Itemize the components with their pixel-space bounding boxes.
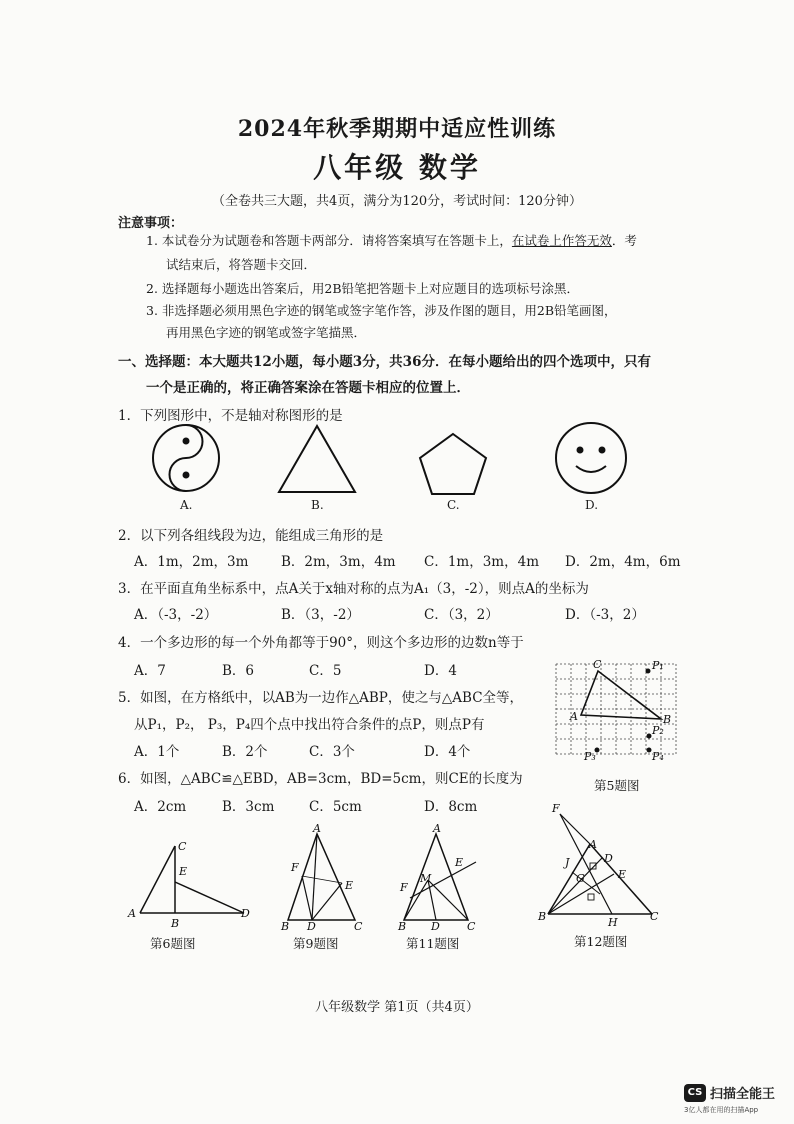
camscanner-tagline: 3亿人都在用的扫描App <box>684 1106 759 1114</box>
question-1-figures <box>140 420 660 500</box>
q5-option-b: B．2个 <box>222 744 268 760</box>
fig6-label-e: E <box>179 865 188 878</box>
q6-option-d: D．8cm <box>424 799 478 815</box>
q2-option-c: C．1m，3m，4m <box>424 554 540 570</box>
fig12-label-g: G <box>576 872 585 885</box>
q1-label-b: B. <box>311 498 324 512</box>
fig9-label-f: F <box>291 861 299 874</box>
q3-option-d: D．（-3，2） <box>565 607 645 623</box>
camscanner-logo-icon: CS <box>684 1084 706 1102</box>
section-1-heading: 一、选择题：本大题共12小题，每小题3分，共36分．在每小题给出的四个选项中，只有 <box>118 354 651 370</box>
figure-5-grid <box>552 660 678 766</box>
q2-option-a: A．1m，2m，3m <box>134 554 249 570</box>
camscanner-brand: 扫描全能王 <box>710 1087 776 1102</box>
q4-option-a: A．7 <box>134 663 166 679</box>
question-5-stem-1: 5．如图，在方格纸中，以AB为一边作△ABP，使之与△ABC全等， <box>118 690 524 706</box>
q2-option-d: D．2m，4m，6m <box>565 554 681 570</box>
note-item-3-cont: 再用黑色字迹的钢笔或签字笔描黑． <box>166 325 367 340</box>
note-item-1-underlined: 在试卷上作答无效 <box>511 233 612 248</box>
fig5-label-p4: P₄ <box>652 750 664 763</box>
fig11-label-e: E <box>455 856 464 869</box>
fig5-label-c: C <box>593 660 602 671</box>
fig12-label-f: F <box>552 802 560 815</box>
q3-option-b: B．（3，-2） <box>281 607 360 623</box>
fig12-label-d: D <box>604 852 613 865</box>
fig11-label-c: C <box>467 920 476 932</box>
fig5-label-p2: P₂ <box>652 724 664 737</box>
question-4-stem: 4．一个多边形的每一个外角都等于90°，则这个多边形的边数n等于 <box>118 635 524 651</box>
note-item-1-text: 1. 本试卷分为试题卷和答题卡两部分．请将答案填写在答题卡上， <box>146 233 512 248</box>
question-5-stem-2: 从P₁，P₂， P₃，P₄四个点中找出符合条件的点P，则点P有 <box>134 717 485 733</box>
fig6-label-b: B <box>171 917 180 930</box>
note-item-1-end: ．考 <box>611 233 637 248</box>
note-item-1-cont: 试结束后，将答题卡交回． <box>166 257 317 272</box>
fig9-label-b: B <box>281 920 290 932</box>
figure-9-caption: 第9题图 <box>293 936 339 951</box>
fig5-label-b: B <box>663 713 672 726</box>
q3-option-a: A．（-3，-2） <box>134 607 218 623</box>
figure-6-caption: 第6题图 <box>150 936 196 951</box>
smiley-face-figure <box>556 423 626 493</box>
fig5-label-p3: P₃ <box>584 750 596 763</box>
fig6-label-a: A <box>128 907 136 920</box>
q4-option-c: C．5 <box>309 663 342 679</box>
q5-option-c: C．3个 <box>309 744 355 760</box>
fig9-label-c: C <box>354 920 363 932</box>
note-item-1 <box>146 233 637 249</box>
section-1-heading-cont: 一个是正确的，将正确答案涂在答题卡相应的位置上． <box>146 380 470 396</box>
fig12-label-j: J <box>565 856 570 869</box>
fig11-label-a: A <box>433 822 441 835</box>
fig5-label-p1: P₁ <box>652 660 664 672</box>
figure-11-caption: 第11题图 <box>406 936 460 951</box>
figure-12 <box>534 800 664 928</box>
note-item-2: 2. 选择题每小题选出答案后，用2B铅笔把答题卡上对应题目的选项标号涂黑． <box>146 281 580 296</box>
q1-label-c: C. <box>447 498 460 512</box>
question-3-stem: 3．在平面直角坐标系中，点A关于x轴对称的点为A₁（3，-2），则点A的坐标为 <box>118 581 589 597</box>
q1-label-a: A. <box>180 498 193 512</box>
fig11-label-f: F <box>400 881 408 894</box>
q6-option-b: B．3cm <box>222 799 275 815</box>
q3-option-c: C．（3，2） <box>424 607 499 623</box>
figure-6 <box>124 838 258 930</box>
fig6-label-c: C <box>178 840 187 853</box>
q2-option-b: B．2m，3m，4m <box>281 554 396 570</box>
exam-title: 2024年秋季期期中适应性训练 <box>237 116 557 142</box>
figure-11 <box>396 820 486 932</box>
exam-subject: 八年级 数学 <box>313 151 481 184</box>
fig11-label-b: B <box>398 920 407 932</box>
pentagon-figure <box>420 434 486 494</box>
question-6-stem: 6．如图，△ABC≌△EBD，AB=3cm，BD=5cm，则CE的长度为 <box>118 771 523 787</box>
fig12-label-c: C <box>650 910 659 923</box>
figure-5-caption: 第5题图 <box>594 778 640 793</box>
question-1-stem: 1．下列图形中，不是轴对称图形的是 <box>118 408 343 424</box>
q4-option-d: D．4 <box>424 663 457 679</box>
fig6-label-d: D <box>241 907 250 920</box>
note-item-3: 3. 非选择题必须用黑色字迹的钢笔或签字笔作答，涉及作图的题目，用2B铅笔画图， <box>146 303 617 318</box>
fig9-label-d: D <box>307 920 316 932</box>
triangle-figure <box>279 426 355 492</box>
exam-subtitle: （全卷共三大题，共4页，满分为120分，考试时间：120分钟） <box>212 194 582 209</box>
q6-option-a: A．2cm <box>134 799 187 815</box>
page-footer: 八年级数学 第1页（共4页） <box>315 1000 479 1015</box>
fig12-label-h: H <box>608 916 618 928</box>
fig9-label-a: A <box>313 822 321 835</box>
q5-option-d: D．4个 <box>424 744 471 760</box>
question-2-stem: 2．以下列各组线段为边，能组成三角形的是 <box>118 528 384 544</box>
yin-yang-figure <box>153 425 219 491</box>
fig12-label-e: E <box>618 868 627 881</box>
q5-option-a: A．1个 <box>134 744 180 760</box>
fig11-label-m: M <box>420 872 432 885</box>
q1-label-d: D. <box>585 498 599 512</box>
fig5-label-a: A <box>570 710 578 723</box>
q4-option-b: B．6 <box>222 663 255 679</box>
fig11-label-d: D <box>431 920 440 932</box>
figure-12-caption: 第12题图 <box>574 934 628 949</box>
fig9-label-e: E <box>345 879 354 892</box>
fig12-label-a: A <box>589 838 597 851</box>
fig12-label-b: B <box>538 910 547 923</box>
figure-9 <box>280 820 372 932</box>
notes-heading: 注意事项： <box>118 216 184 231</box>
q6-option-c: C．5cm <box>309 799 362 815</box>
